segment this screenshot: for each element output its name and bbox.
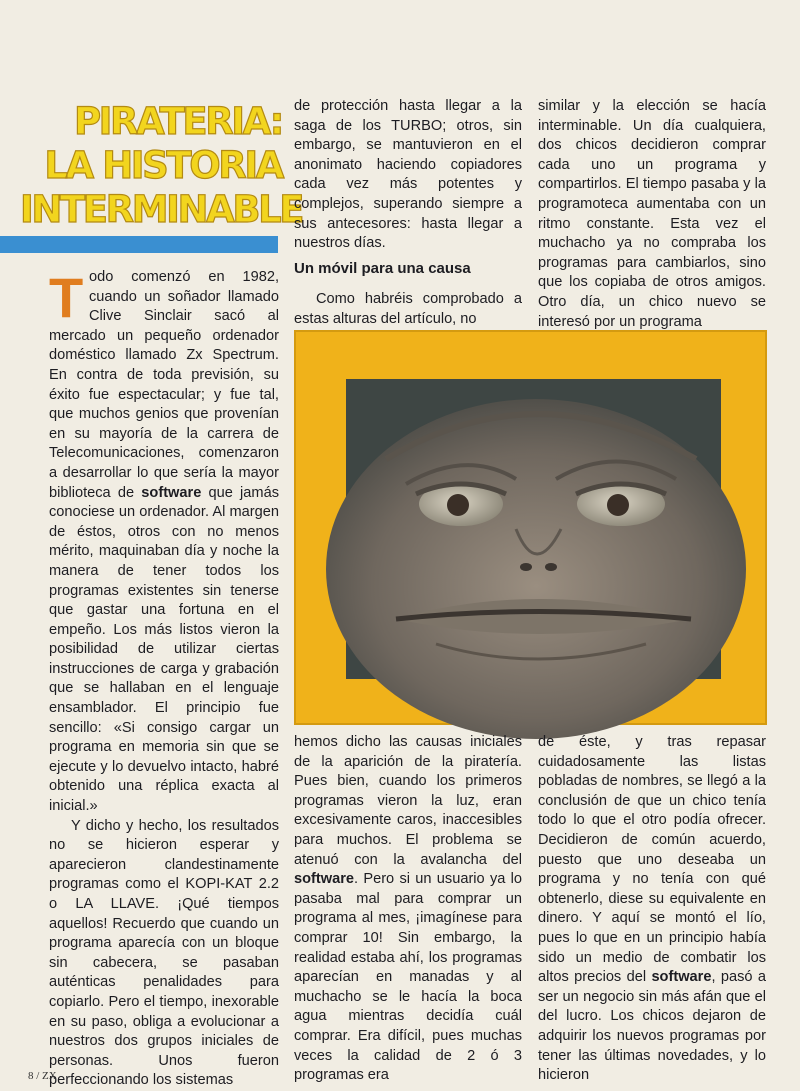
column-3-bottom <box>538 733 766 1084</box>
col3-paragraph-top: similar y la elección se hacía interminable. Un día cualquiera, dos chicos decidieron comprar cada uno un programa y compartirlos. El tiempo pasaba y la programoteca aumentaba con un ritmo constante. Esta vez el muchacho ya no compraba los programas para cambiarlos, sino que los copiaba de otros amigos. Otro día, un chico nuevo se interesó por un programa <box>538 98 766 330</box>
column-1-text <box>49 268 279 1089</box>
title-line-1: PIRATERIA: <box>73 100 282 143</box>
col1-paragraph-2: Y dicho y hecho, los resultados no se hicieron esperar y aparecieron clandestinamente programas como el KOPI-KAT 2.2 o LA LLAVE. ¡Qué tiempos aquellos! Recuerdo que cuando un programa aparecía con un bloque sin cabecera, se pasaban auténticas penalidades para copiarlo. Pero el tiempo, inexorable en su paso, obliga a evolucionar a nuestros dos grupos iniciales de personas. Unos fueron perfeccionando los sistemas <box>49 817 279 1089</box>
drop-cap-spacer <box>49 266 89 329</box>
photo-frame <box>294 330 767 725</box>
title-line-2: LA HISTORIA <box>44 144 282 187</box>
page-folio: 8 / ZX <box>28 1070 57 1082</box>
col1-paragraph-1: odo comenzó en 1982, cuando un soñador llamado Clive Sinclair sacó al mercado un pequeño ordenador doméstico llamado Zx Spectrum. En contra de toda previsión, su éxito fue espectacular; y fue tal, que muchos genios que provenían en su mayoría de la carrera de Telecomunicaciones, comenzaron a desarrollar lo que sería la mayor biblioteca de software que jamás conociese un ordenador. Al margen de éstos, otros con no menos mérito, maquinaban día y noche la manera de tener todos los programas existentes sin tenerse que gastar una fortuna en el empeño. Los más listos vieron la posibilidad de utilizar ciertas instrucciones de carga y grabación que se hallaban en el lenguaje ensamblador. El principio fue sencillo: «Si consigo cargar un programa en memoria sin que se ejecute y lo devuelvo intacto, habré obtenido una réplica exacta al inicial.» <box>49 269 279 815</box>
col2-paragraph-bottom: hemos dicho las causas iniciales de la aparición de la piratería. Pues bien, cuando los primeros programas vieron la luz, eran excesivamente caros, inaccesibles para muchos. El problema se atenuó con la avalancha del software. Pero si un usuario ya lo pasaba mal para comprar un programa al mes, ¡imagínese para comprar 10! Sin embargo, la realidad estaba ahí, los programas aparecían en manadas y al muchacho se le hacía la boca agua mientras decidía cuál comprar. Era difícil, pues muchas veces la calidad de 2 ó 3 programas era <box>294 734 522 1084</box>
drop-cap: T <box>49 266 84 329</box>
col2-paragraph-top: de protección hasta llegar a la saga de los TURBO; otros, sin embargo, se mantuvieron en el anonimato haciendo copiadores cada vez más potentes y complejos, superando siempre a sus antecesores: hasta llegar a nuestros días. <box>294 98 522 252</box>
blue-title-rule <box>0 236 278 253</box>
column-2-top <box>294 97 522 252</box>
creature-face-illustration <box>346 379 721 679</box>
section-subhead: Un móvil para una causa <box>294 260 471 277</box>
creature-photo <box>346 379 721 679</box>
title-line-3: INTERMINABLE <box>20 188 303 231</box>
col3-paragraph-bottom: de éste, y tras repasar cuidadosamente las listas pobladas de nombres, se llegó a la conclusión de que un chico tenía todo lo que el otro podía ofrecer. Decidieron de común acuerdo, puesto que uno deseaba un programa y no tenía con qué obtenerlo, diese su equivalente en dinero. Y aquí se montó el lío, pues lo que en un principio había sido un medio de combatir los altos precios del software, pasó a ser un negocio sin más afán que el del lucro. Los chicos dejaron de adquirir los nuevos programas por tener las últimas novedades, y lo hicieron <box>538 734 766 1084</box>
article-title <box>20 100 303 232</box>
column-3-top <box>538 97 766 330</box>
column-2-mid <box>294 290 522 330</box>
column-2-bottom <box>294 733 522 1084</box>
col2-paragraph-mid: Como habréis comprobado a estas alturas del artículo, no <box>294 291 522 327</box>
